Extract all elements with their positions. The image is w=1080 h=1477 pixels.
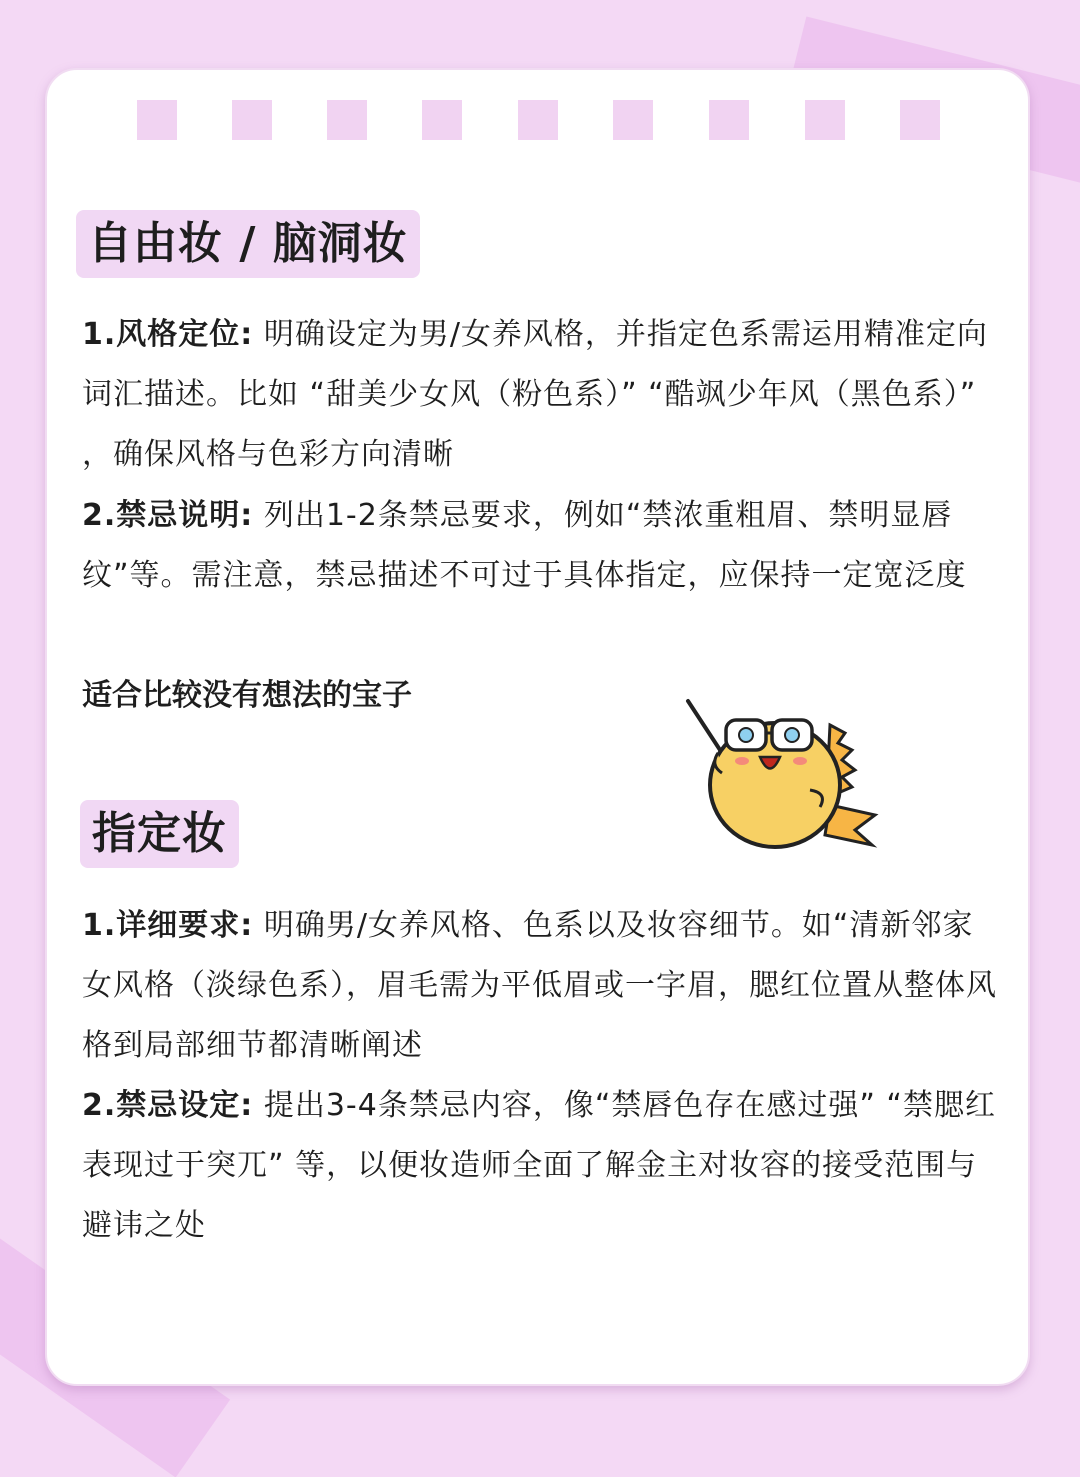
paragraph-text: 明确男/女养风格、色系以及妆容细节。如“清新邻家女风格（淡绿色系），眉毛需为平低眉或一字眉，腮红位置从整体风格到局部细节都清晰阐述: [82, 908, 997, 1063]
paragraph-label: 1.详细要求:: [82, 908, 254, 943]
fish-teacher-mascot-icon: [680, 695, 880, 855]
binder-hole: [422, 100, 462, 140]
binder-hole: [137, 100, 177, 140]
section-heading-free-makeup: 自由妆 / 脑洞妆: [76, 210, 420, 278]
binder-hole: [518, 100, 558, 140]
binder-hole: [613, 100, 653, 140]
paragraph-label: 2.禁忌说明:: [82, 498, 254, 533]
taboo-paragraph: [82, 486, 1002, 606]
style-positioning-paragraph: [82, 305, 1002, 485]
binder-hole: [327, 100, 367, 140]
paragraph-label: 1.风格定位:: [82, 317, 254, 352]
binder-hole: [232, 100, 272, 140]
suitability-note: 适合比较没有想法的宝子: [82, 678, 412, 713]
paragraph-text: 列出1-2条禁忌要求，例如“禁浓重粗眉、禁明显唇纹”等。需注意，禁忌描述不可过于具体指定，应保持一定宽泛度: [82, 498, 967, 593]
binder-hole: [900, 100, 940, 140]
detailed-requirements-paragraph: [82, 896, 1002, 1076]
binder-hole: [709, 100, 749, 140]
paragraph-text: 提出3-4条禁忌内容，像“禁唇色存在感过强” “禁腮红表现过于突兀” 等，以便妆造师全面了解金主对妆容的接受范围与避讳之处: [82, 1088, 996, 1243]
binder-hole: [805, 100, 845, 140]
paragraph-label: 2.禁忌设定:: [82, 1088, 254, 1123]
section-heading-specified-makeup: 指定妆: [80, 800, 239, 868]
taboo-settings-paragraph: [82, 1076, 1002, 1256]
paragraph-text: 明确设定为男/女养风格，并指定色系需运用精准定向词汇描述。比如 “甜美少女风（粉色系）” “酷飒少年风（黑色系）” ，确保风格与色彩方向清晰: [82, 317, 988, 472]
